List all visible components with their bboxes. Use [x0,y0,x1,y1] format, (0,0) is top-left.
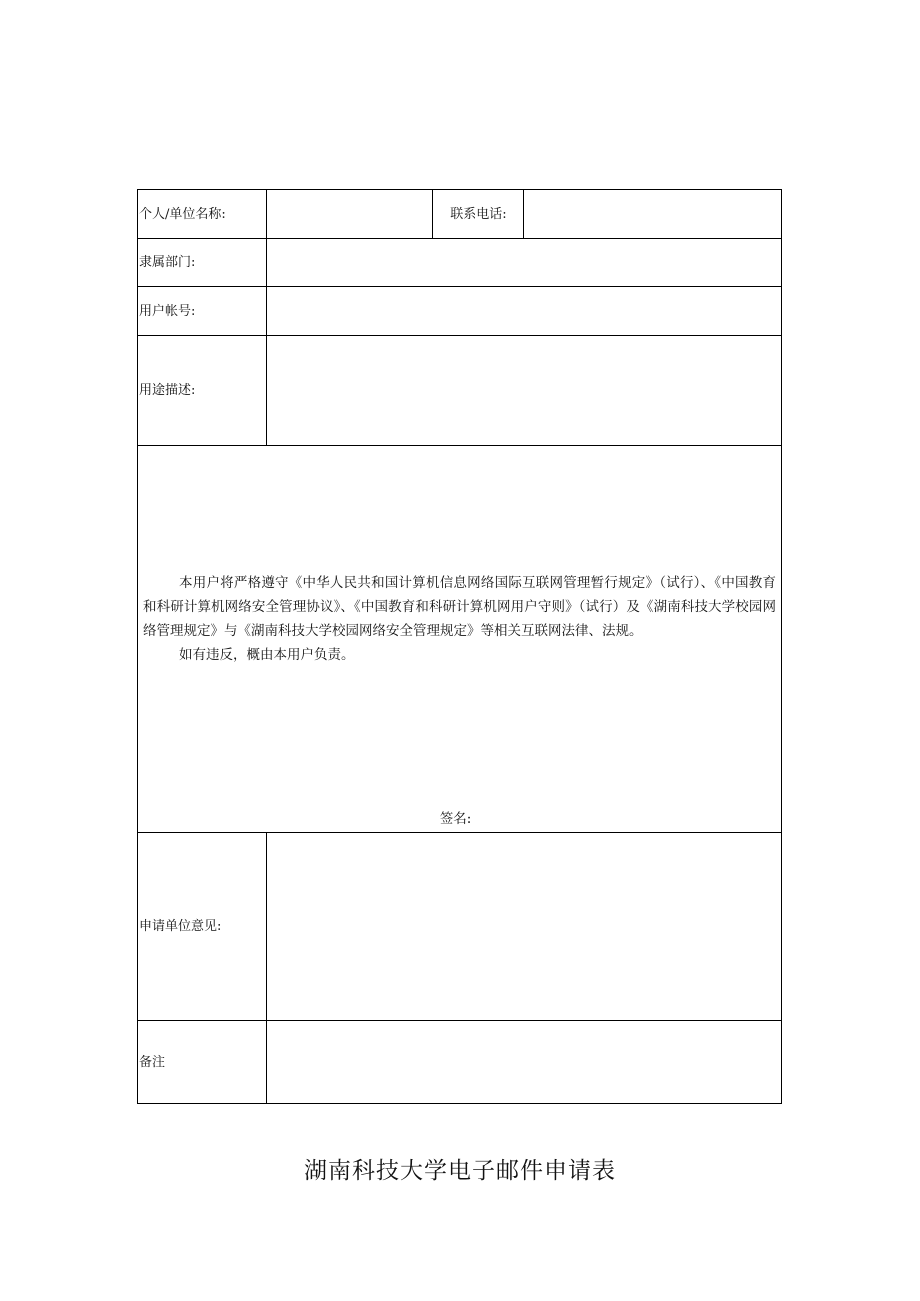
row-name-phone [138,190,782,239]
remarks-label: 备注 [138,1021,267,1104]
department-field[interactable] [267,239,782,287]
pledge-paragraph-1: 本用户将严格遵守《中华人民共和国计算机信息网络国际互联网管理暂行规定》（试行）、《中国教育和科研计算机网络安全管理协议》、《中国教育和科研计算机网用户守则》（试行）及《湖南科技大学校园网络管理规定》与《湖南科技大学校园网络安全管理规定》等相关互联网法律、法规。 [143,575,776,639]
phone-field[interactable] [524,190,782,239]
pledge-text [143,571,776,667]
opinion-label: 申请单位意见: [138,833,267,1021]
pledge-paragraph-2: 如有违反，概由本用户负责。 [179,647,355,663]
row-opinion [138,833,782,1021]
document-title: 湖南科技大学电子邮件申请表 [304,1158,616,1184]
pledge-cell [138,446,782,833]
purpose-label: 用途描述: [138,336,267,446]
signature-area[interactable] [138,813,781,827]
application-form-table [137,189,782,1104]
row-purpose [138,336,782,446]
opinion-field[interactable] [267,833,782,1021]
purpose-field[interactable] [267,336,782,446]
phone-label: 联系电话: [433,190,524,239]
row-pledge [138,446,782,833]
department-label: 隶属部门: [138,239,267,287]
row-remarks [138,1021,782,1104]
remarks-field[interactable] [267,1021,782,1104]
signature-label: 签名: [439,811,472,827]
name-label: 个人/单位名称: [138,190,267,239]
account-label: 用户帐号: [138,287,267,336]
row-department [138,239,782,287]
account-field[interactable] [267,287,782,336]
row-account [138,287,782,336]
name-field[interactable] [267,190,433,239]
